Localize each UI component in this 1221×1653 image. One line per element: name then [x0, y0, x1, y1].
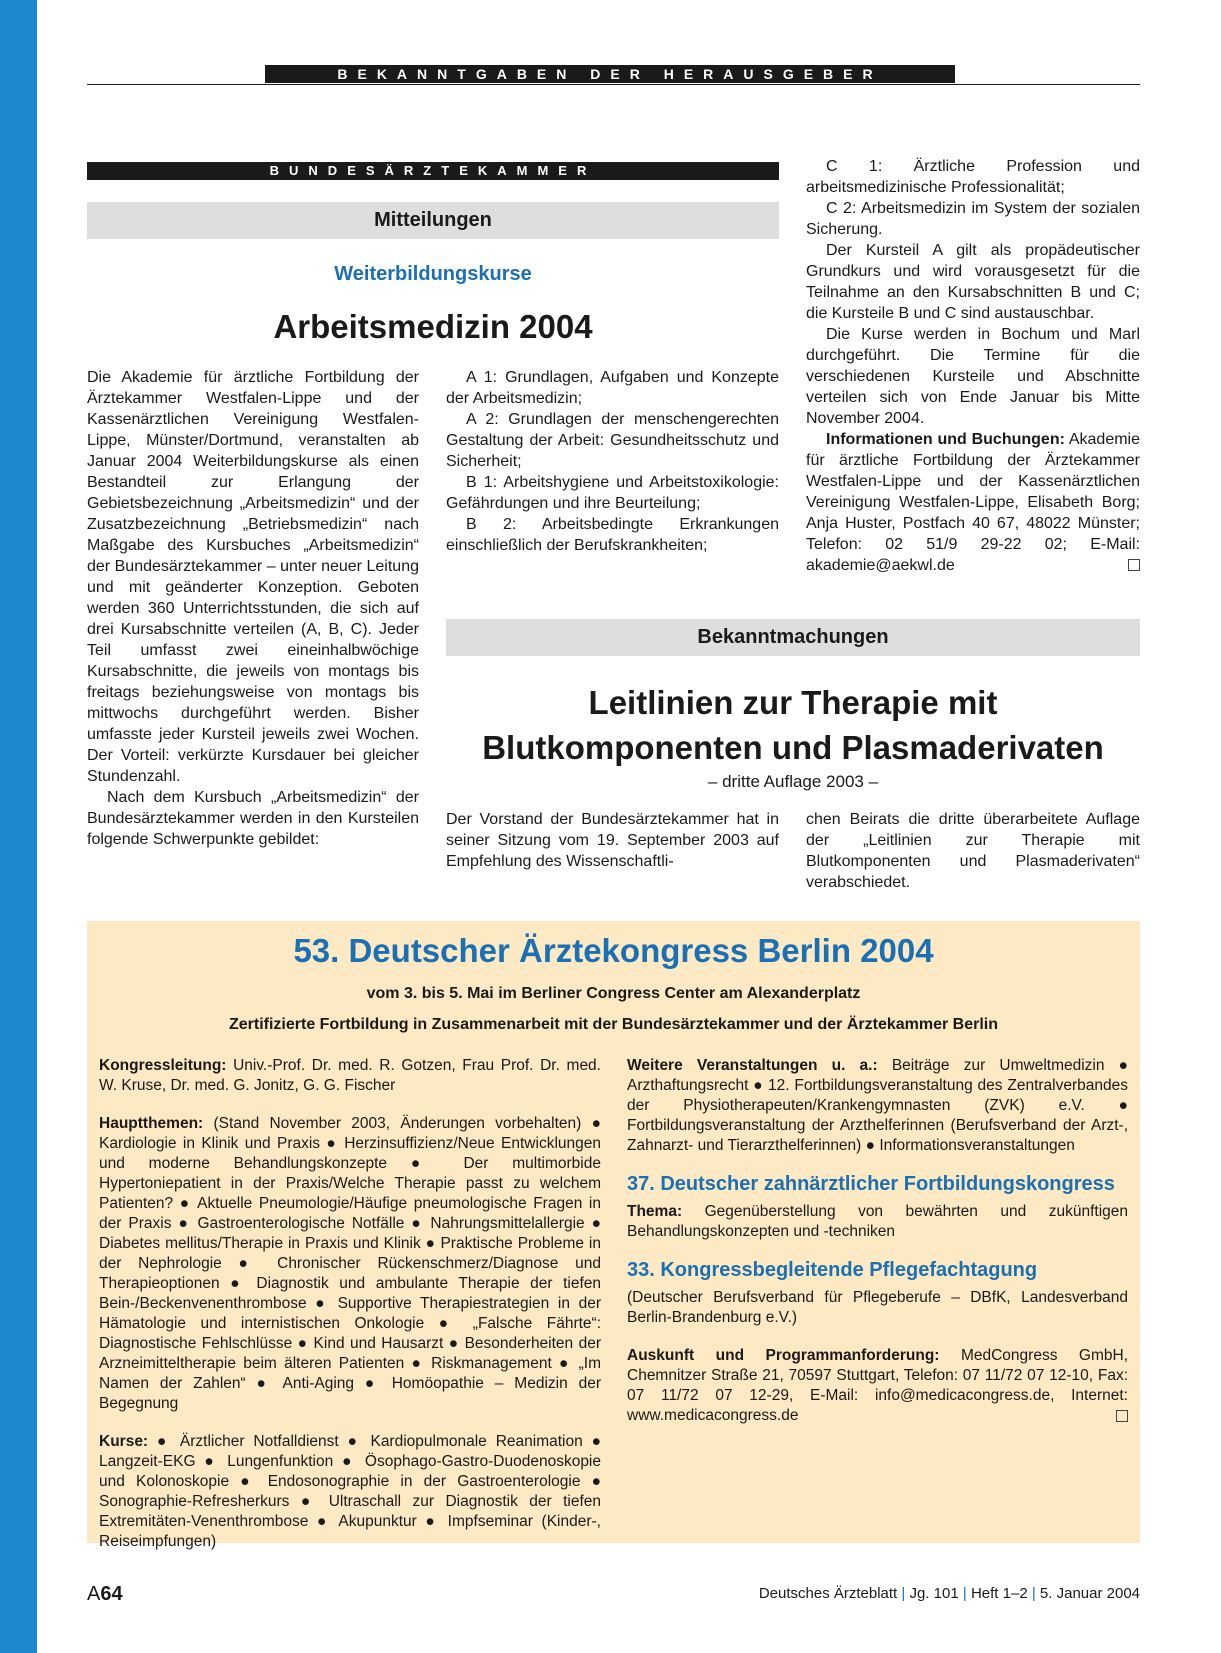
article-column-2 [446, 367, 779, 556]
info-label: Informationen und Buchungen: [826, 431, 1065, 448]
label: Kongressleitung: [99, 1057, 227, 1074]
kongress-title: 53. Deutscher Ärztekongress Berlin 2004 [293, 932, 934, 969]
journal-footer [700, 1585, 1140, 1602]
article-column-3 [806, 156, 1140, 576]
paragraph [99, 1056, 601, 1096]
text: Beiträge zur Umweltmedizin ● Arzthaftungsrecht ● 12. Fortbildungsveranstaltung des Zentralverbandes der Physiotherapeuten/Krankengymnasten (ZVK) e.V. ● Fortbildungsveranstaltung der Arzthelferinnen (Berufsverband der Arzt-, Zahnarzt- und Tierarzthelferinnen) ● Informationsveranstaltungen [627, 1057, 1128, 1154]
paragraph [627, 1202, 1128, 1242]
kongress-column-1 [99, 1056, 601, 1570]
left-color-bar [0, 0, 37, 1653]
paragraph: C 1: Ärztliche Profession und arbeitsmedizinische Professionalität; [806, 158, 1140, 196]
paragraph [99, 1432, 601, 1552]
paragraph: B 1: Arbeitshygiene und Arbeitstoxikologie: Gefährdungen und ihre Beurteilung; [446, 474, 779, 512]
paragraph: B 2: Arbeitsbedingte Erkrankungen einschließlich der Berufskrankheiten; [446, 516, 779, 554]
title-line: Blutkomponenten und Plasmaderivaten [482, 729, 1104, 766]
paragraph: Der Kursteil A gilt als propädeutischer Grundkurs und wird vorausgesetzt für die Teilnahme an den Kursabschnitten B und C; die Kursteile B und C sind austauschbar. [806, 242, 1140, 322]
kongress-column-2 [627, 1056, 1128, 1444]
paragraph: (Deutscher Berufsverband für Pflegeberufe – DBfK, Landesverband Berlin-Brandenburg e.V.) [627, 1289, 1128, 1326]
paragraph [99, 1114, 601, 1414]
end-square-icon [1128, 559, 1140, 571]
category-heading: Bekanntmachungen [446, 619, 1140, 656]
category-heading: Mitteilungen [87, 202, 779, 239]
kongress-subtitle: Zertifizierte Fortbildung in Zusammenarbeit mit der Bundesärztekammer und der Ärztekammer Berlin [228, 1016, 999, 1033]
label: Weitere Veranstaltungen u. a.: [627, 1057, 878, 1074]
section-band-baek: BUNDESÄRZTEKAMMER [87, 162, 779, 180]
journal-volume: Jg. 101 [909, 1585, 959, 1602]
paragraph: A 1: Grundlagen, Aufgaben und Konzepte der Arbeitsmedizin; [446, 369, 779, 407]
label: Auskunft und Programmanforderung: [627, 1347, 940, 1364]
edition-note: – dritte Auflage 2003 – [707, 772, 879, 791]
paragraph [627, 1056, 1128, 1156]
subheading: 33. Kongressbegleitende Pflegefachtagung [627, 1259, 1038, 1281]
text: ● Ärztlicher Notfalldienst ● Kardiopulmonale Reanimation ● Langzeit-EKG ● Lungenfunktion ● Ösophago-Gastro-Duodenoskopie und Kolonoskopie ● Endosonographie in der Gastroenterologie ● Sonographie-Refresherkurs ● Ultraschall zur Diagnostik der tiefen Extremitäten-Venenthrombose ● Akupunktur ● Impfseminar (Kinder-, Reiseimpfungen) [99, 1433, 601, 1550]
article-column-1: Der Vorstand der Bundesärztekammer hat in seiner Sitzung vom 19. September 2003 auf Empfehlung des Wissenschaftli- [446, 811, 779, 870]
paragraph: Die Kurse werden in Bochum und Marl durchgeführt. Die Termine für die verschiedenen Kursteile und Abschnitte verteilen sich von Ende Januar bis Mitte November 2004. [806, 326, 1140, 427]
article-column-2: chen Beirats die dritte überarbeitete Auflage der „Leitlinien zur Therapie mit Blutkomponenten und Plasmaderivaten“ verabschiedet. [806, 811, 1140, 891]
separator: | [901, 1585, 906, 1602]
info-paragraph [806, 429, 1140, 576]
text: MedCongress GmbH, Chemnitzer Straße 21, 70597 Stuttgart, Telefon: 07 11/72 07 12-10, Fax: 07 11/72 07 12-29, E-Mail: info@medicacongress.de, Internet: www.medicacongress.de [627, 1347, 1129, 1424]
journal-name: Deutsches Ärzteblatt [758, 1585, 898, 1602]
paragraph: A 2: Grundlagen der menschengerechten Gestaltung der Arbeit: Gesundheitsschutz und Sicherheit; [446, 411, 779, 470]
article-subtitle: Weiterbildungskurse [334, 263, 532, 285]
text: Univ.-Prof. Dr. med. R. Gotzen, Frau Prof. Dr. med. W. Kruse, Dr. med. G. Jonitz, G. G. Fischer [99, 1057, 601, 1094]
text: Gegenüberstellung von bewährten und zukünftigen Behandlungskonzepten und -techniken [627, 1203, 1128, 1240]
article-title [446, 680, 1140, 770]
kongress-subtitle: vom 3. bis 5. Mai im Berliner Congress Center am Alexanderplatz [366, 985, 861, 1002]
label: Kurse: [99, 1433, 149, 1450]
label: Thema: [627, 1203, 683, 1220]
paragraph: C 2: Arbeitsmedizin im System der sozialen Sicherung. [806, 200, 1140, 238]
subheading: 37. Deutscher zahnärztlicher Fortbildungskongress [627, 1173, 1115, 1195]
page-number [87, 1583, 123, 1606]
separator: | [962, 1585, 967, 1602]
article-title: Arbeitsmedizin 2004 [273, 308, 593, 345]
title-line: Leitlinien zur Therapie mit [588, 684, 998, 721]
journal-date: 5. Januar 2004 [1039, 1585, 1140, 1602]
separator: | [1031, 1585, 1036, 1602]
text: (Stand November 2003, Änderungen vorbehalten) ● Kardiologie in Klinik und Praxis ● Herzinsuffizienz/Neue Entwicklungen und moderne Behandlungskonzepte ● Der multimorbide Hypertoniepatient in der Praxis/Welche Therapie passt zu welchem Patienten? ● Aktuelle Pneumologie/Häufige pneumologische Fragen in der Praxis ● Gastroenterologische Notfälle ● Nahrungsmittelallergie ● Diabetes mellitus/Therapie in Praxis und Klinik ● Praktische Probleme in der Nephrologie ● Chronischer Rückenschmerz/Diagnose und Therapieoptionen ● Diagnostik und ambulante Therapie der tiefen Bein-/Beckenvenenthrombose ● Supportive Therapiestrategien in der Hämatologie und internistischen Onkologie ● „Falsche Fährte“: Diagnostische Fehlschlüsse ● Kind und Hausarzt ● Besonderheiten der Arzneimitteltherapie beim älteren Patienten ● Riskmanagement ● „Im Namen der Zahlen“ ● Anti-Aging ● Homöopathie – Medizin der Begegnung [99, 1115, 601, 1412]
info-text: Akademie für ärztliche Fortbildung der Ärztekammer Westfalen-Lippe und der Kassenärztlichen Vereinigung Westfalen-Lippe, Elisabeth Borg; Anja Huster, Postfach 40 67, 48022 Münster; Telefon: 02 51/9 29-22 02; E-Mail: akademie@aekwl.de [806, 431, 1140, 574]
article-column-1 [87, 367, 419, 850]
paragraph [627, 1346, 1128, 1426]
end-square-icon [1116, 1410, 1128, 1422]
label: Hauptthemen: [99, 1115, 204, 1132]
section-band-herausgeber: BEKANNTGABEN DER HERAUSGEBER [265, 65, 955, 83]
paragraph: Nach dem Kursbuch „Arbeitsmedizin“ der Bundesärztekammer werden in den Kursteilen folgende Schwerpunkte gebildet: [87, 789, 419, 848]
paragraph: Die Akademie für ärztliche Fortbildung der Ärztekammer Westfalen-Lippe und der Kassenärztlichen Vereinigung Westfalen-Lippe, Münster/Dortmund, veranstalten ab Januar 2004 Weiterbildungskurse als einen Bestandteil zur Erlangung der Gebietsbezeichnung „Arbeitsmedizin“ und der Zusatzbezeichnung „Betriebsmedizin“ nach Maßgabe des Kursbuches „Arbeitsmedizin“ der Bundesärztekammer – unter neuer Leitung und mit geänderter Konzeption. Geboten werden 360 Unterrichtsstunden, die sich auf drei Kursabschnitte verteilen (A, B, C). Jeder Teil umfasst zwei eineinhalbwöchige Kursabschnitte, die jeweils von montags bis freitags beziehungsweise von montags bis mittwochs durchgeführt werden. Bisher umfasste jeder Kursteil jeweils zwei Wochen. Der Vorteil: verkürzte Kursdauer bei gleicher Stundenzahl. [87, 369, 419, 785]
journal-issue: Heft 1–2 [970, 1585, 1028, 1602]
page-number-value: 64 [100, 1583, 123, 1605]
page-prefix: A [87, 1583, 101, 1605]
header-rule [87, 84, 1140, 85]
